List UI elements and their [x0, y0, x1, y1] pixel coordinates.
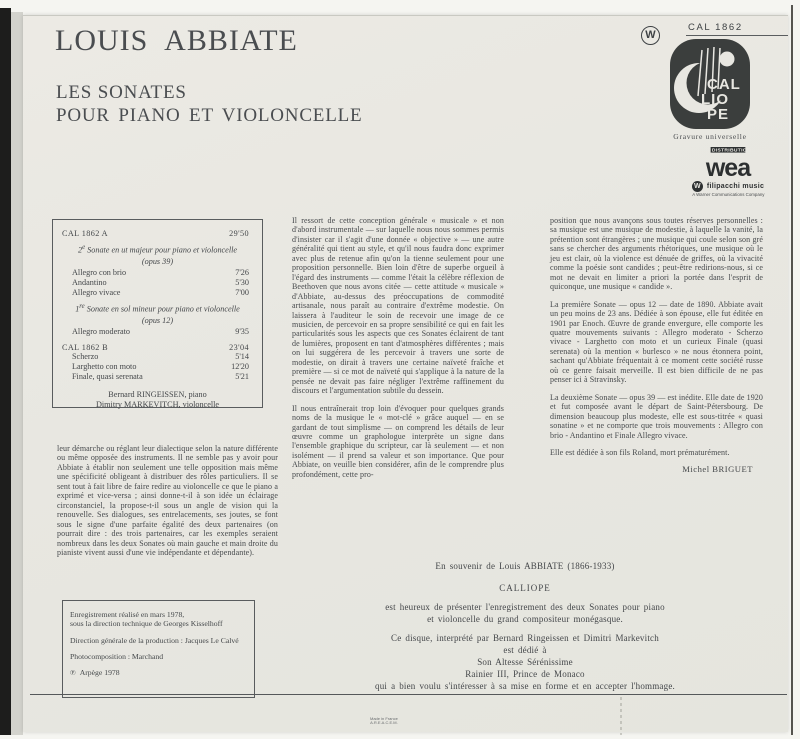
scan-edge-strip — [0, 8, 11, 735]
track-row: Larghetto con moto 12'20 — [72, 362, 249, 372]
liner-notes-paragraph: leur démarche ou réglant leur dialectique selon la nature différente ou même opposée des instruments. Il ne semble pas y avoir pour Abbiate à établir non seulement une telle opposition mais même une spécificité obligeant à distribuer des rôles particuliers. Il se sent tout à fait libre de faire redire au violoncelle ce que le piano a exprimé et vice-versa ; ainsi donne-t-il à son idée un éclairage circonstanciel, la propose-t-il sous un angle de vision qui la renouvelle. Ses dialogues, ses entrelacements, ses joutes, se font sous le signe d'une parfaite égalité des deux partenaires (on pourrait dire : des trois partenaires, car les exemples seraient nombreux dans les deux Sonates où main gauche et main droite du pianiste vivent aussi d'une vie indépendante et dépendante). — [57, 444, 278, 557]
album-title-line2: POUR PIANO ET VIOLONCELLE — [56, 105, 363, 126]
track-row: Andantino 5'30 — [72, 277, 249, 287]
track-row: Allegro moderato 9'35 — [72, 326, 249, 336]
album-title-line1: LES SONATES — [56, 82, 187, 103]
track-row: Allegro con brio 7'26 — [72, 268, 249, 278]
dedication-line: est heureux de présenter l'enregistrement des deux Sonates pour piano — [385, 602, 665, 612]
label-tagline: Gravure universelle — [673, 132, 747, 141]
dedication-line: et violoncelle du grand compositeur monégasque. — [427, 614, 623, 624]
distribution-block — [663, 147, 793, 201]
tracklist-box — [52, 219, 263, 408]
catalog-number: CAL 1862 — [688, 22, 743, 33]
side-a-header — [53, 229, 262, 239]
spacer — [285, 626, 765, 633]
credit-recording-line2: sous la direction technique de Georges Kisselhoff — [70, 619, 223, 629]
liner-notes-column-right — [550, 216, 763, 475]
side-b-header — [53, 343, 262, 353]
liner-notes-column-middle — [292, 216, 504, 487]
liner-notes-column-left — [57, 444, 278, 565]
wea-logo: wea — [705, 154, 751, 182]
liner-notes-paragraph: position que nous avançons sous toutes réserves personnelles : sa musique est une musique de modestie, à laquelle la vanité, la prétention sont étrangères ; une musique qui coule selon son gré sans se chercher des arguments rhétoriques, une musique où le jeu est clair, où la violence est dénuée de griffes, où la vivacité comme la poésie sont candides ; peut-être redirions-nous, si ce mot ne devait en limiter a priori la portée dans l'esprit de quiconque, une musique « candide ». — [550, 216, 763, 292]
sonata1-title: 1re Sonate en sol mineur pour piano et violoncelle — [75, 302, 240, 314]
svg-text:CAL: CAL — [707, 76, 741, 93]
liner-notes-paragraph: Il nous entraînerait trop loin d'évoquer pour quelques grands noms de la musique le « mot-clé » grâce auquel — en se gardant de tout simplisme — on comprend les détails de leur œuvre comme un graphologue interprète un signe dans l'ensemble graphique du scripteur, car là seulement — et non isolément — il prend sa valeur et son importance. Que pour Abbiate, on veuille bien considérer, afin de le comprendre plus profondément, cette pro- — [292, 403, 504, 479]
side-b-duration: 23'04 — [229, 342, 249, 352]
track-row: Scherzo 5'14 — [72, 352, 249, 362]
warner-monogram-icon: W — [641, 26, 660, 45]
sleeve-spine — [11, 12, 23, 735]
bottom-rule — [30, 694, 787, 695]
label-name: CALLIOPE — [499, 582, 551, 593]
made-in-line: Made in France — [370, 716, 398, 721]
sonata2-title: 2e Sonate en ut majeur pour piano et violoncelle — [77, 243, 238, 255]
liner-notes-paragraph: La première Sonate — opus 12 — date de 1890. Abbiate avait un peu moins de 23 ans. Dédiée à son épouse, elle fut éditée en 1901 par Enoch. Œuvre de grande envergure, elle comporte les quatre mouvements suivants : Allegro moderato - Scherzo vivace - Larghetto con moto et un curieux Finale (quasi serenata) où la mention « burlesco » ne nous étonnera point, sachant qu'Abbiate fréquentait à ce moment cette société russe où ce genre faisait merveille. Il est bien difficile de ne pas penser ici à Stravinsky. — [550, 299, 763, 385]
credit-phonogram: ℗ Arpège 1978 — [70, 668, 120, 678]
credit-production: Direction générale de la production : Jacques Le Calvé — [70, 635, 239, 645]
album-back-cover — [23, 15, 788, 732]
track-row: Allegro vivace 7'00 — [72, 287, 249, 297]
catalog-rule — [686, 35, 788, 36]
dedication-line: Son Altesse Sérénissime — [477, 657, 573, 667]
dedication-line: Ce disque, interprété par Bernard Ringeissen et Dimitri Markevitch — [391, 633, 659, 643]
distribution-bar: DISTRIBUTION — [711, 147, 751, 153]
dedication-line: Rainier III, Prince de Monaco — [465, 669, 585, 679]
author-signature: Michel BRIGUET — [682, 464, 753, 475]
sonata2-opus: (opus 39) — [141, 257, 174, 267]
liner-notes-paragraph: Il ressort de cette conception générale « musicale » et non d'abord instrumentale — sur laquelle nous nous sommes permis d'insister car il s'agit d'une donnée « objective » — une autre généralité qui tient au style, et qu'il nous faudra donc exprimer avec plus de retenue afin qu'on la tienne seulement pour une proposition personnelle. Bien loin d'être de superbe orgueil à l'égard des instruments — comme l'était la célèbre réflexion de Beethoven que nous avons citée — cette attitude « musicale » d'Abbiate, au-dessus des préoccupations de commodité artisanale, nous paraît au contraire d'extrême modestie. On laissera à l'auditeur le soin de recevoir une image de ce musicien, de percevoir en sa propre sensibilité ce qui en fait les particularités sous les aspects que ces Sonates éclairent de tant de lumières, proposent en tant d'atmosphères différentes ; mais on lui suggérera de les percevoir à travers une sorte de modestie, on dirait à travers une certaine naïveté fraîche et première — si ce mot de naïveté qui s'applique à la nature de la pensée ne devait pas faire négliger l'extrême raffinement du discours et l'argumentation subtile du dessein. — [292, 216, 504, 396]
liner-notes-paragraph: Elle est dédiée à son fils Roland, mort prématurément. — [550, 447, 730, 457]
faint-pressing-mark — [620, 697, 622, 735]
svg-text:LIO: LIO — [701, 91, 729, 108]
credit-recording-line1: Enregistrement réalisé en mars 1978, — [70, 610, 185, 619]
performer-cello: Dimitry MARKEVITCH, violoncelle — [95, 400, 220, 410]
phonogram-icon: ℗ — [70, 668, 76, 678]
scan-edge-line-right — [791, 5, 793, 735]
made-in-notice — [370, 717, 398, 725]
performers — [53, 390, 262, 410]
artist-name: LOUIS ABBIATE — [55, 24, 298, 57]
calliope-logo-icon — [669, 38, 751, 130]
sonata1-opus: (opus 12) — [141, 316, 174, 326]
rights-line: A.R.E.A.C.E.M. — [370, 720, 398, 725]
credit-photocomposition: Photocomposition : Marchand — [70, 651, 164, 661]
track-row: Finale, quasi serenata 5'21 — [72, 372, 249, 382]
warner-company-line: A Warner Communications Company — [692, 192, 765, 197]
side-a-label: CAL 1862 A — [62, 229, 108, 238]
dedication-line: est dédié à — [503, 645, 547, 655]
side-b-label: CAL 1862 B — [62, 342, 109, 352]
liner-notes-paragraph: La deuxième Sonate — opus 39 — est inédite. Elle date de 1920 et fut composée avant le départ de Saint-Pétersbourg. De dimension beaucoup plus modeste, elle est sous-titrée « quasi sonatine » et ne comporte que trois mouvements : Allegro con brio - Andantino et Finale Allegro vivace. — [550, 392, 763, 440]
filipacchi-row — [663, 181, 793, 192]
credits-box — [62, 600, 255, 698]
svg-text:PE: PE — [707, 106, 730, 123]
dedication-line: qui a bien voulu s'intéresser à sa mise en forme et en accepter l'hommage. — [375, 681, 675, 691]
filipacchi-label: filipacchi music — [706, 183, 765, 190]
performer-piano: Bernard RINGEISSEN, piano — [108, 389, 207, 399]
warner-dot-icon: W — [692, 181, 703, 192]
side-a-duration: 29'50 — [229, 229, 249, 238]
memorial-line: En souvenir de Louis ABBIATE (1866-1933) — [435, 561, 615, 571]
dedication-block — [285, 561, 765, 693]
